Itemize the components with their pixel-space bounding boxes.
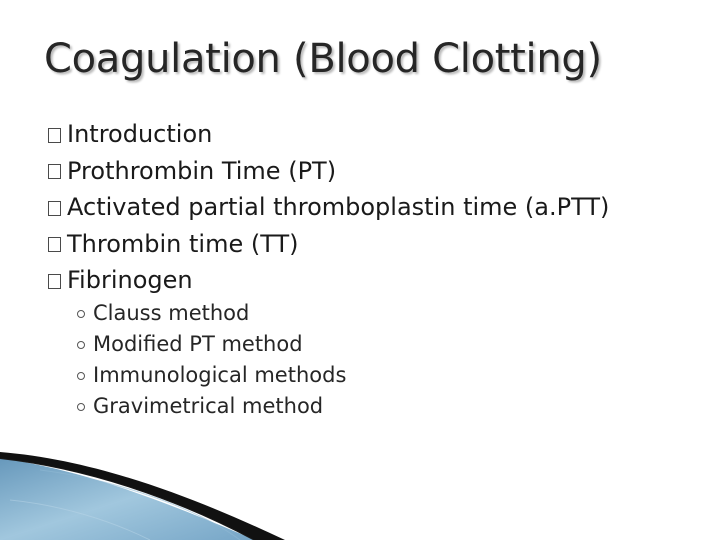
list-item [76, 329, 346, 360]
square-bullet-icon [48, 201, 61, 216]
sub-bullet-text: Modified PT method [93, 332, 303, 356]
bullet-text: Thrombin time (TT) [67, 229, 299, 258]
sub-bullet-text: Immunological methods [93, 363, 347, 387]
square-bullet-icon [48, 164, 61, 179]
sub-bullet-text: Gravimetrical method [93, 394, 324, 418]
list-item [48, 153, 609, 190]
list-item [76, 391, 346, 422]
circle-bullet-icon [77, 372, 85, 380]
list-item [76, 360, 346, 391]
sub-bullet-text: Clauss method [93, 301, 250, 325]
square-bullet-icon [48, 128, 61, 143]
slide-title: Coagulation (Blood Clotting) [44, 36, 602, 82]
square-bullet-icon [48, 237, 61, 252]
bullet-list [48, 116, 609, 299]
bullet-text: Introduction [67, 120, 213, 148]
sub-bullet-list [76, 298, 346, 422]
bullet-text: Activated partial thromboplastin time (a.PTT) [67, 193, 610, 221]
circle-bullet-icon [77, 310, 85, 318]
circle-bullet-icon [77, 341, 85, 349]
list-item [48, 116, 609, 153]
circle-bullet-icon [77, 403, 85, 411]
bullet-text: Fibrinogen [67, 266, 193, 294]
list-item [48, 262, 609, 299]
square-bullet-icon [48, 274, 61, 289]
list-item [48, 226, 609, 263]
bullet-text: Prothrombin Time (PT) [67, 156, 337, 185]
list-item [76, 298, 346, 329]
list-item [48, 189, 609, 226]
